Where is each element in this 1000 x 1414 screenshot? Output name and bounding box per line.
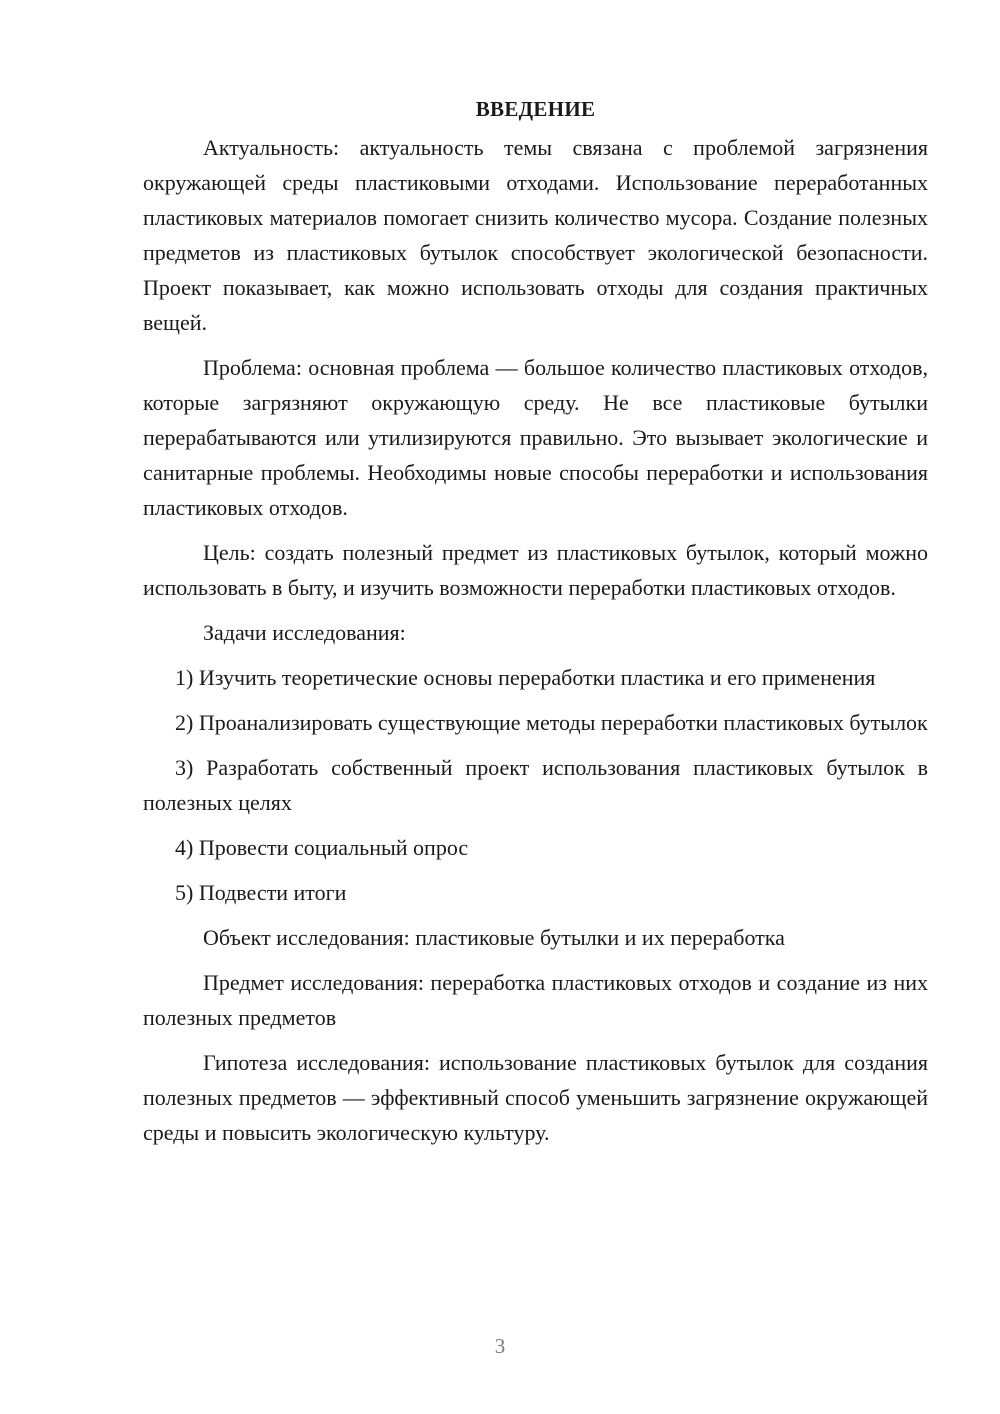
paragraph-hypothesis: Гипотеза исследования: использование пластиковых бутылок для создания полезных предметов — эффективный способ уменьшить загрязнение окружающей среды и повысить экологическую культуру.: [143, 1050, 928, 1145]
page-number: 3: [494, 1334, 506, 1358]
paragraph-relevance: Актуальность: актуальность темы связана с проблемой загрязнения окружающей среды пластиковыми отходами. Использование переработанных пластиковых материалов помогает снизить количество мусора. Создание полезных предметов из пластиковых бутылок способствует экологической безопасности. Проект показывает, как можно использовать отходы для создания практичных вещей.: [143, 135, 928, 335]
paragraph-goal: Цель: создать полезный предмет из пластиковых бутылок, который можно использовать в быту, и изучить возможности переработки пластиковых отходов.: [143, 540, 928, 600]
list-item: 3) Разработать собственный проект использования пластиковых бутылок в полезных целях: [143, 755, 928, 815]
paragraph-object: Объект исследования: пластиковые бутылки и их переработка: [203, 925, 785, 950]
paragraph-problem: Проблема: основная проблема — большое количество пластиковых отходов, которые загрязняют окружающую среду. Не все пластиковые бутылки перерабатываются или утилизируются правильно. Это вызывает экологические и санитарные проблемы. Необходимы новые способы переработки и использования пластиковых отходов.: [143, 355, 928, 520]
list-item: 5) Подвести итоги: [175, 880, 347, 905]
list-item: 4) Провести социальный опрос: [175, 835, 469, 860]
page-title: ВВЕДЕНИЕ: [475, 97, 596, 121]
document-page: [143, 92, 928, 1160]
list-item: 2) Проанализировать существующие методы переработки пластиковых бутылок: [175, 710, 928, 735]
paragraph-subject: Предмет исследования: переработка пластиковых отходов и создание из них полезных предметов: [143, 970, 928, 1030]
tasks-heading: Задачи исследования:: [203, 620, 406, 645]
list-item: 1) Изучить теоретические основы переработки пластика и его применения: [175, 665, 876, 690]
